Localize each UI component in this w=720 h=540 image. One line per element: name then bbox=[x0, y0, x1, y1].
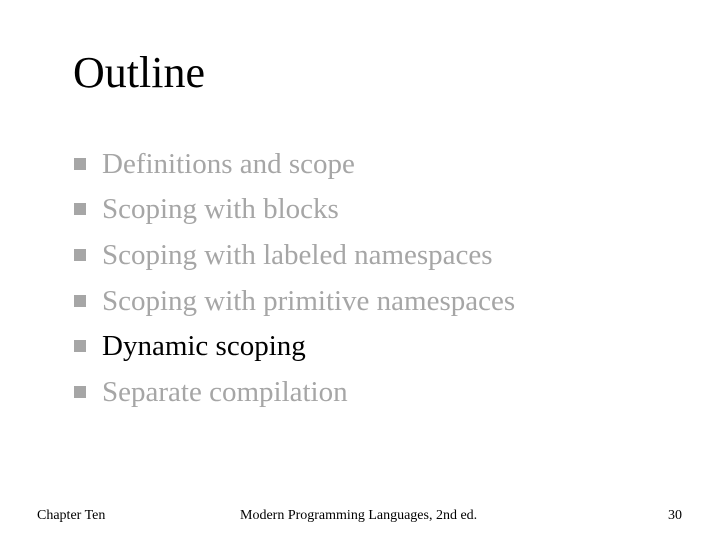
footer-book-title: Modern Programming Languages, 2nd ed. bbox=[240, 508, 478, 523]
footer-chapter: Chapter Ten bbox=[37, 508, 106, 523]
bullet-item-definitions-and-scope bbox=[74, 141, 515, 187]
square-bullet-icon bbox=[74, 158, 86, 170]
slide-title: Outline bbox=[73, 48, 205, 97]
bullet-text: Dynamic scoping bbox=[102, 330, 306, 363]
square-bullet-icon bbox=[74, 386, 86, 398]
bullet-item-primitive-namespaces bbox=[74, 278, 515, 324]
square-bullet-icon bbox=[74, 295, 86, 307]
bullet-list bbox=[74, 141, 515, 415]
bullet-text: Scoping with blocks bbox=[102, 193, 339, 226]
bullet-item-separate-compilation bbox=[74, 369, 515, 415]
square-bullet-icon bbox=[74, 249, 86, 261]
footer-page-number: 30 bbox=[668, 508, 682, 523]
bullet-text: Definitions and scope bbox=[102, 147, 355, 180]
bullet-item-dynamic-scoping bbox=[74, 323, 515, 369]
bullet-item-labeled-namespaces bbox=[74, 232, 515, 278]
bullet-text: Scoping with primitive namespaces bbox=[102, 284, 516, 317]
bullet-text: Scoping with labeled namespaces bbox=[102, 238, 493, 271]
bullet-text: Separate compilation bbox=[102, 375, 348, 408]
bullet-item-scoping-with-blocks bbox=[74, 187, 515, 233]
square-bullet-icon bbox=[74, 203, 86, 215]
square-bullet-icon bbox=[74, 340, 86, 352]
